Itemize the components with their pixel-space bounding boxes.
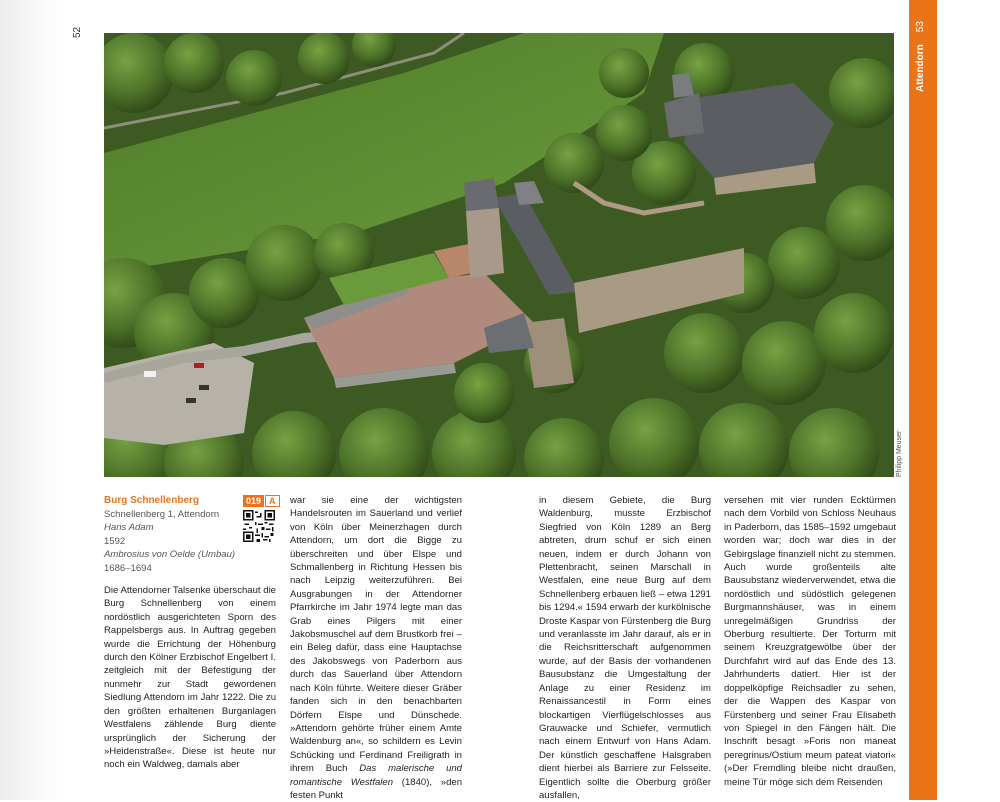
column-2-paragraph — [290, 494, 462, 802]
column-4-paragraph: versehen mit vier runden Ecktürmen nach dem Vorbild von Schloss Neuhaus in Paderborn, das 1585–1592 umgebaut worden war; doch war dies in der Gebirgslage finanziell nicht zu stemmen. Auch wurde großenteils alte Bausubstanz wiederverwendet, etwa die nordöstlich und südöstlich gelegenen Burgmannshäuser, was in einem unregelmäßigen Grundriss der Oberburg resultierte. Der Torturm mit seinem Kreuzgratgewölbe über der Durchfahrt wird auf das Ende des 13. Jahrhunderts datiert. Hier ist der doppelköpfige Reichsadler zu sehen, der die Wappen des Kaspar von Fürstenberg und seiner Frau Elisabeth von Spiegel in den Fängen hält. Die Inschrift besagt »Foris non maneat peregrinus/Ostium meum pateat viatori« (»Der Fremdling bleibe nicht draußen, meine Tür möge sich dem Reisenden — [724, 495, 896, 788]
column-2-text-b: (1840), »den festen Punkt — [290, 776, 463, 801]
text-column-4 — [724, 494, 896, 789]
photo-credit: Philipp Meuser — [896, 430, 903, 477]
page-number-right: 53 — [915, 21, 926, 33]
entry-title: Burg Schnellenberg — [104, 495, 200, 506]
entry-badge-category: A — [265, 495, 280, 507]
entry-year-2: 1686–1694 — [104, 562, 152, 574]
entry-address: Schnellenberg 1, Attendorn — [104, 509, 220, 520]
entry-badge — [243, 495, 280, 507]
entry-year: 1592 — [104, 535, 126, 547]
column-3-paragraph: in diesem Gebiete, die Burg Waldenburg, musste Erzbischof Siegfried von Köln 1289 an Berg abtreten, drum schuf er sich einen neuen, indem er durch Johann von Plettenbracht, seinen Marschall in Westfalen, eine neue Burg auf dem Schnellenberg erbauen ließ – etwa 1291 bis 1294.« 1594 erwarb der kurkölnische Droste Kaspar von Fürstenberg die Burg und veranlasste im Jahr darauf, als er in die Reichsritterschaft aufgenommen wurde, auf der Basis der vorhandenen Bausubstanz die Umgestaltung der Anlage zu einer Residenz im Renaissancestil in Form eines blockartigen Vierflügelschlosses aus Grauwacke und Schiefer, vermutlich nach einem Entwurf von Hans Adam. Der künstlich geschaffene Halsgraben dient hierbei als Barriere zur Felsseite. Eigentlich sollte die Oberburg größer ausfallen, — [539, 495, 711, 801]
text-column-1 — [104, 494, 276, 772]
entry-badge-id: 019 — [243, 495, 264, 507]
qr-code-icon[interactable] — [243, 510, 275, 542]
aerial-photo-castle — [104, 33, 894, 477]
entry-intro-text: Die Attendorner Talsenke überschaut die Burg Schnellenberg von einem nordöstlich ausgerichteten Sporn des Rappelsbergs aus. In Auftrag gegeben wurde die Errichtung der Höhenburg durch den Kölner Erzbischof Engelbert I. zeitgleich mit der Befestigung der nunmehr zur Stadt gewordenen Siedlung Attendorn im Jahr 1222. Die zu den größten erhaltenen Burganlagen Westfalens zählende Burg diente ursprünglich der Sicherung der »Heidenstraße«. Diese ist heute nur noch ein Waldweg, damals aber — [104, 585, 276, 771]
chapter-side-tab — [909, 0, 937, 800]
book-gutter — [0, 0, 66, 800]
page-number-left: 52 — [72, 26, 83, 38]
book-title: Das malerische und romantische Westfalen — [290, 763, 462, 788]
column-2-text-a: war sie eine der wichtigsten Handelsrouten im Sauerland und verlief von Köln über Meinerzhagen durch Attendorn, um dort die Bigge zu überschreiten und über Elspe und Schmallenberg in Richtung Hessen bis nach Leipzig weiterzuführen. Bei Ausgrabungen in der Attendorner Pfarrkirche im Jahr 1974 legte man das Grab eines Pilgers mit einer Jakobsmuschel auf dem Brustkorb frei – ein Beleg dafür, dass eine Hauptachse des Jakobswegs von Paderborn aus durch das Sauerland über Attendorn nach Köln führte. Weitere dieser Gräber fanden sich in den benachbarten Dörfern Elspe und Dünschede. »Attendorn gehörte früher einem Amte Waldenburg an«, so schildern es Levin Schücking und Ferdinand Freiligrath in ihrem Buch — [290, 495, 462, 775]
entry-architect: Hans Adam — [104, 522, 154, 534]
text-column-3 — [539, 494, 711, 802]
text-column-2 — [290, 494, 462, 802]
chapter-name: Attendorn — [915, 44, 926, 92]
entry-architect-2: Ambrosius von Oelde (Umbau) — [104, 549, 236, 561]
